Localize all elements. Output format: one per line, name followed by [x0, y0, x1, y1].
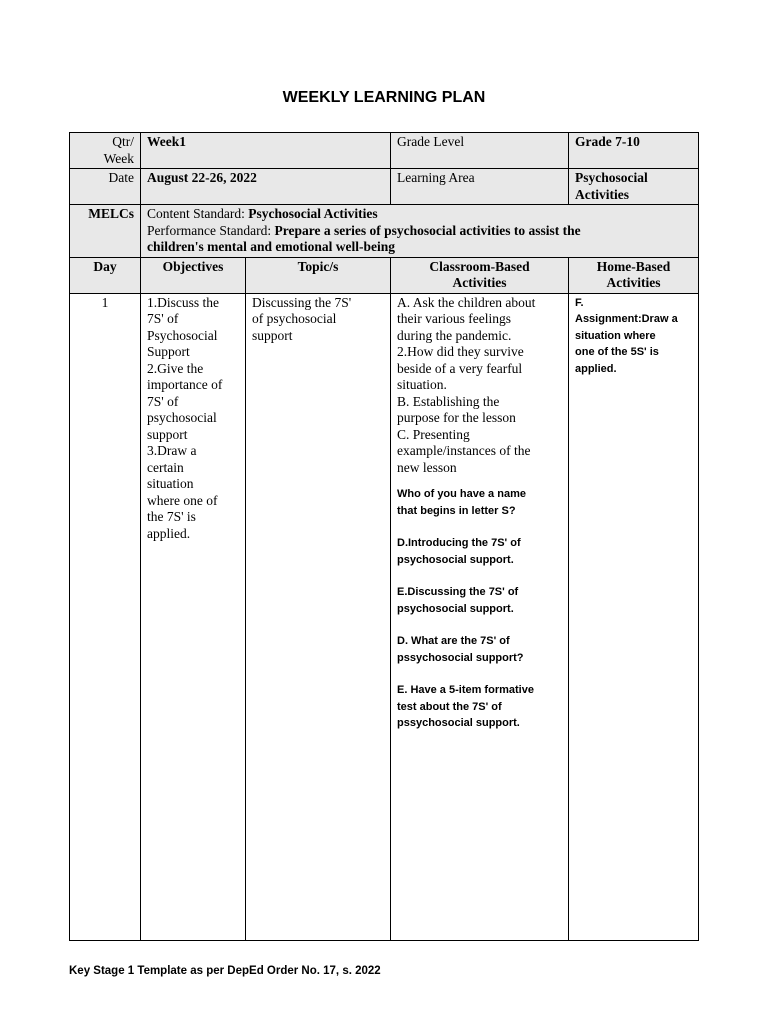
col-objectives: Objectives	[141, 257, 246, 293]
content-standard: Content Standard: Psychosocial Activities	[147, 206, 378, 221]
home-activity-line: F.	[575, 296, 584, 309]
column-header-row	[70, 257, 699, 293]
classroom-activity-line: B. Establishing the	[397, 393, 500, 409]
week-value: Week1	[141, 133, 391, 169]
melcs-row	[70, 205, 699, 258]
home-activity-line: situation where	[575, 329, 656, 342]
objective-line: applied.	[147, 525, 191, 541]
classroom-activity-block	[397, 535, 562, 568]
classroom-activity-line: E.Discussing the 7S' of	[397, 586, 519, 598]
classroom-activity-line: psychosocial support.	[397, 602, 514, 615]
home-activity-line: applied.	[575, 362, 617, 375]
col-home: Home-Based Activities	[569, 257, 699, 293]
col-day: Day	[70, 257, 141, 293]
classroom-activity-line: Who of you have a name	[397, 488, 526, 500]
grade-level-value: Grade 7-10	[569, 133, 699, 169]
classroom-activity-line: their various feelings	[397, 311, 511, 326]
classroom-activity-line: D.Introducing the 7S' of	[397, 537, 521, 549]
classroom-activity-line: beside of a very fearful	[397, 360, 523, 376]
date-label: Date	[70, 169, 141, 205]
date-row	[70, 169, 699, 205]
topic-line: Discussing the 7S'	[252, 294, 352, 310]
classroom-activity-block	[397, 633, 562, 666]
objective-line: Support	[147, 344, 190, 359]
page-title: WEEKLY LEARNING PLAN	[282, 89, 486, 106]
table-row	[70, 293, 699, 940]
classroom-activity-line: test about the 7S' of	[397, 700, 502, 713]
objective-line: certain	[147, 459, 184, 475]
objective-line: the 7S' is	[147, 509, 196, 524]
classroom-activity-block	[397, 682, 562, 732]
objective-line: support	[147, 426, 188, 442]
classroom-activity-line: pssychosocial support.	[397, 717, 520, 729]
classroom-activity-line: situation.	[397, 377, 447, 392]
classroom-activity-line: that begins in letter S?	[397, 504, 516, 517]
objective-line: situation	[147, 476, 194, 491]
home-activity-line: Assignment:Draw a	[575, 313, 678, 325]
topic-line: support	[252, 327, 293, 343]
classroom-activity-line: new lesson	[397, 459, 457, 475]
footer-note: Key Stage 1 Template as per DepEd Order No. 17, s. 2022	[69, 965, 381, 977]
col-topics: Topic/s	[246, 257, 391, 293]
grade-level-label: Grade Level	[391, 133, 569, 169]
classroom-activity-line: pssychosocial support?	[397, 651, 524, 664]
objective-line: where one of	[147, 492, 218, 508]
objective-line: 1.Discuss the	[147, 294, 219, 310]
objective-line: 7S' of	[147, 311, 179, 326]
topic-line: of psychosocial	[252, 311, 337, 326]
standards-cell: Content Standard: Psychosocial Activities Performance Standard: Prepare a series of psychosocial activities to assist the children's mental and emotional well-being	[141, 205, 699, 258]
home-cell	[569, 293, 699, 940]
classroom-cell	[391, 293, 569, 940]
learning-area-label: Learning Area	[391, 169, 569, 205]
objective-line: importance of	[147, 377, 223, 392]
date-value: August 22-26, 2022	[141, 169, 391, 205]
classroom-activity-line: psychosocial support.	[397, 553, 514, 566]
classroom-activity-line: C. Presenting	[397, 426, 470, 442]
classroom-activity-line: during the pandemic.	[397, 327, 512, 343]
topics-cell	[246, 293, 391, 940]
melcs-label: MELCs	[70, 205, 141, 258]
objective-line: 3.Draw a	[147, 443, 197, 458]
objectives-cell	[141, 293, 246, 940]
day-cell: 1	[70, 293, 141, 940]
objective-line: 2.Give the	[147, 360, 204, 376]
week-row	[70, 133, 699, 169]
objective-line: Psychosocial	[147, 327, 218, 343]
classroom-activity-line: A. Ask the children about	[397, 294, 536, 310]
home-activity-line: one of the 5S' is	[575, 346, 659, 358]
classroom-activity-line: 2.How did they survive	[397, 344, 524, 359]
classroom-activity-line: example/instances of the	[397, 443, 531, 458]
learning-area-value: Psychosocial Activities	[569, 169, 699, 205]
performance-standard: Performance Standard: Prepare a series of psychosocial activities to assist the	[147, 222, 581, 238]
classroom-activity-line: purpose for the lesson	[397, 410, 516, 425]
objective-line: 7S' of	[147, 393, 179, 409]
learning-plan-table	[69, 132, 699, 941]
qtr-week-label: Qtr/ Week	[70, 133, 141, 169]
classroom-activity-block	[397, 584, 562, 617]
objective-line: psychosocial	[147, 410, 217, 425]
classroom-activity-line: E. Have a 5-item formative	[397, 684, 534, 696]
classroom-activity-line: D. What are the 7S' of	[397, 635, 510, 647]
classroom-activity-block	[397, 486, 562, 519]
col-classroom: Classroom-Based Activities	[391, 257, 569, 293]
